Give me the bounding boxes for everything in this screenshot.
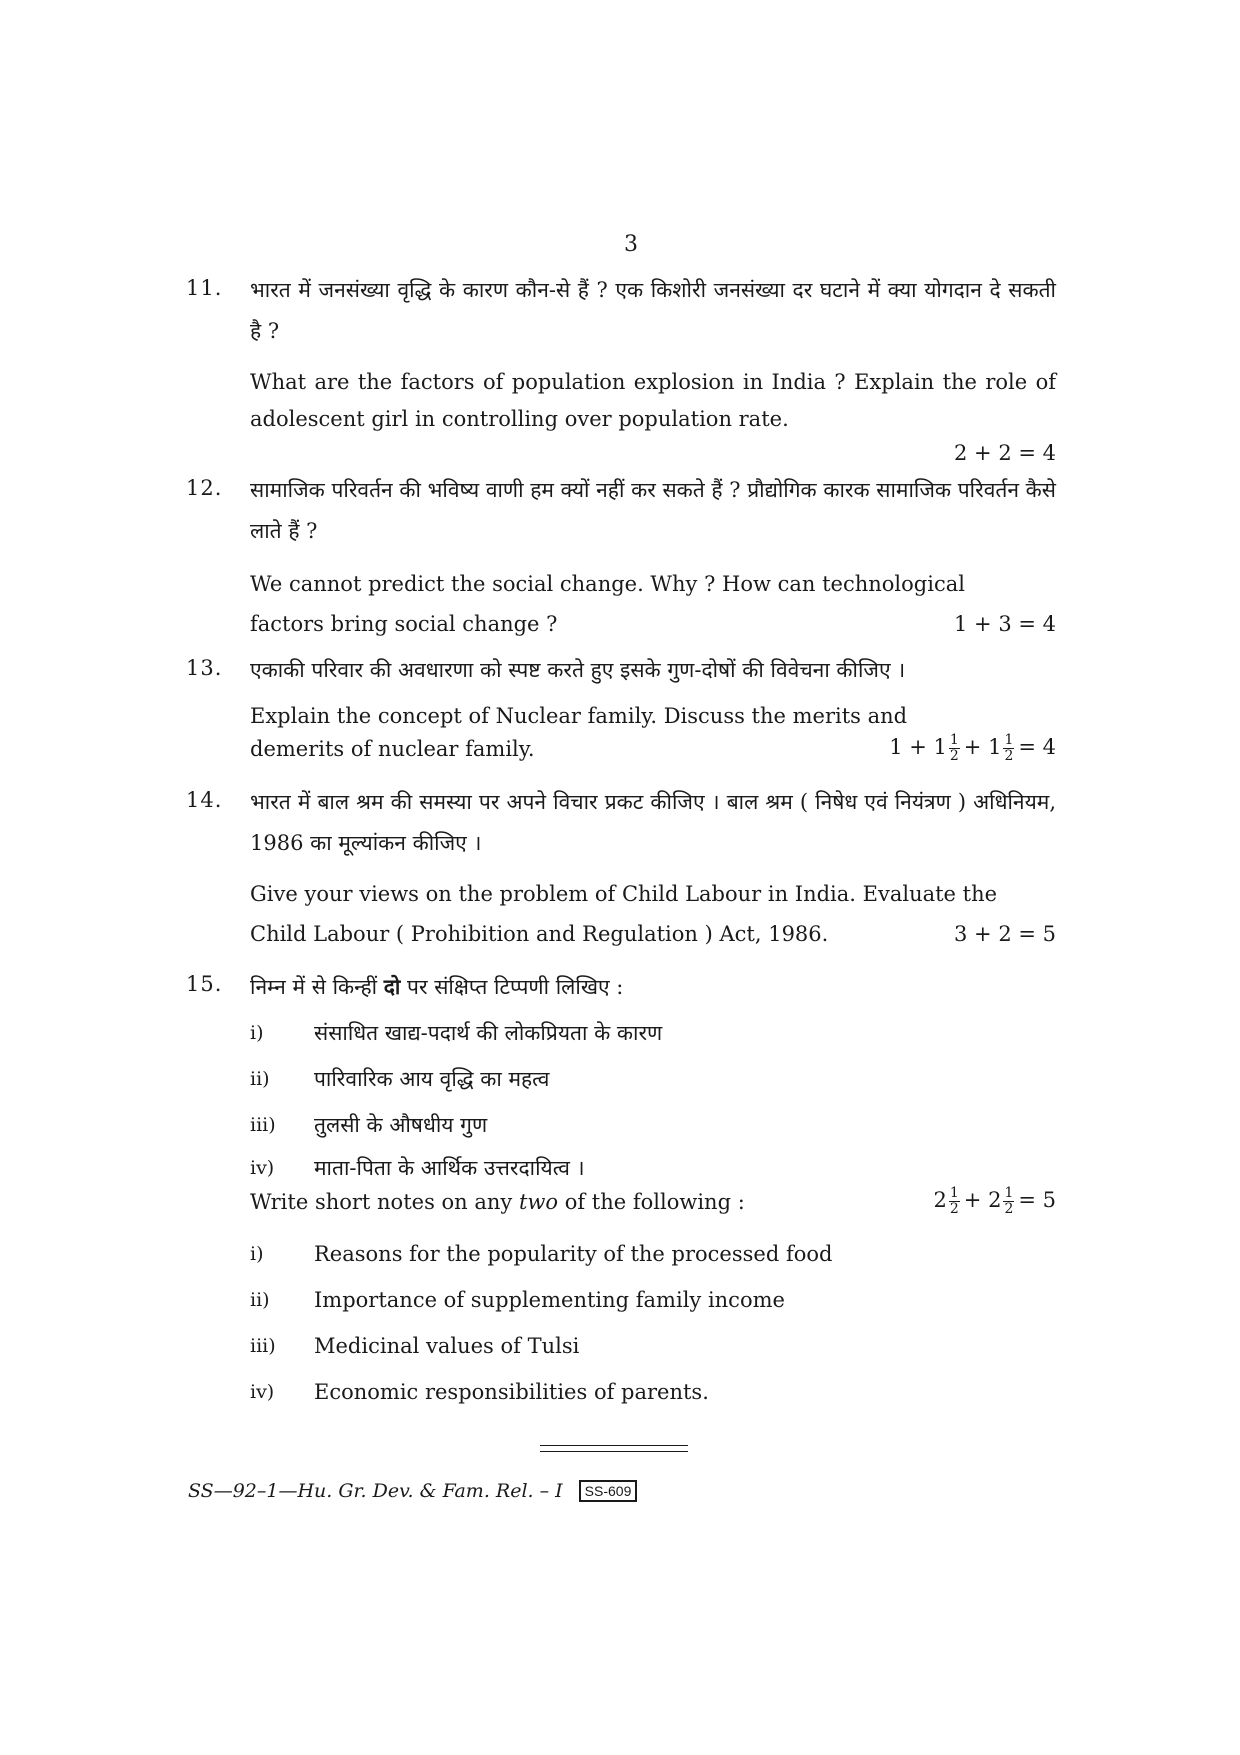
- question-13: [186, 650, 1056, 764]
- question-number: 11.: [186, 276, 223, 300]
- fraction-denominator: 2: [1004, 1201, 1014, 1217]
- hindi-text-emphasis: दो: [383, 974, 401, 999]
- marks-part: 1 + 1: [889, 735, 947, 759]
- question-hindi-text: भारत में बाल श्रम की समस्या पर अपने विचार प्रकट कीजिए । बाल श्रम ( निषेध एवं नियंत्रण ) अधिनियम, 1986 का मूल्यांकन कीजिए ।: [250, 790, 1056, 855]
- list-text: पारिवारिक आय वृद्धि का महत्व: [314, 1067, 550, 1091]
- list-text: Reasons for the popularity of the processed food: [314, 1242, 833, 1266]
- english-text-emphasis: two: [518, 1189, 559, 1214]
- fraction-denominator: 2: [949, 748, 959, 764]
- question-number: 14.: [186, 788, 223, 812]
- footer: [188, 1480, 637, 1502]
- list-text: Medicinal values of Tulsi: [314, 1334, 580, 1358]
- question-marks: 1 + 3 = 4: [954, 612, 1056, 636]
- list-roman: iv): [250, 1381, 275, 1403]
- list-item: [250, 1010, 1056, 1056]
- marks-part: + 1: [963, 735, 1002, 759]
- question-english-text-line2: Child Labour ( Prohibition and Regulation ) Act, 1986.: [250, 922, 829, 946]
- list-roman: iii): [250, 1114, 276, 1136]
- list-text: Economic responsibilities of parents.: [314, 1380, 709, 1404]
- list-item: [250, 1148, 1056, 1188]
- fraction-half: [1003, 1186, 1014, 1217]
- question-marks: [934, 1186, 1057, 1217]
- list-item: [250, 1231, 1056, 1277]
- list-item: [250, 1369, 1056, 1415]
- list-roman: ii): [250, 1289, 270, 1311]
- question-marks: [889, 733, 1056, 764]
- fraction-numerator: 1: [1004, 1185, 1014, 1201]
- hindi-text-part: पर संक्षिप्त टिप्पणी लिखिए :: [407, 975, 624, 999]
- english-text-part: Write short notes on any: [250, 1189, 513, 1214]
- fraction-half: [949, 1186, 960, 1217]
- question-hindi-text: भारत में जनसंख्या वृद्धि के कारण कौन-से हैं ? एक किशोरी जनसंख्या दर घटाने में क्या योगदान दे सकती है ?: [250, 278, 1056, 343]
- list-text: Importance of supplementing family income: [314, 1288, 785, 1312]
- question-number: 15.: [186, 972, 223, 996]
- footer-paper-code: SS-609: [579, 1480, 638, 1502]
- question-number: 12.: [186, 476, 223, 500]
- question-hindi-text: सामाजिक परिवर्तन की भविष्य वाणी हम क्यों नहीं कर सकते हैं ? प्रौद्योगिक कारक सामाजिक परिवर्तन कैसे लाते हैं ?: [250, 478, 1056, 543]
- question-12: [186, 470, 1056, 645]
- fraction-half: [1003, 733, 1014, 764]
- english-text-part: of the following :: [564, 1189, 745, 1214]
- fraction-numerator: 1: [949, 1185, 959, 1201]
- question-15: [186, 966, 1056, 1415]
- list-roman: iv): [250, 1157, 275, 1179]
- list-roman: i): [250, 1243, 264, 1265]
- list-item: [250, 1056, 1056, 1102]
- question-english-text-line1: Give your views on the problem of Child Labour in India. Evaluate the: [250, 882, 998, 906]
- fraction-numerator: 1: [1004, 732, 1014, 748]
- list-item: [250, 1323, 1056, 1369]
- end-divider: [540, 1445, 688, 1452]
- question-marks: 3 + 2 = 5: [954, 922, 1056, 946]
- question-11: [186, 270, 1056, 468]
- list-text: माता-पिता के आर्थिक उत्तरदायित्व ।: [314, 1156, 585, 1180]
- list-roman: i): [250, 1022, 264, 1044]
- english-sub-list: [250, 1231, 1056, 1415]
- question-english-text-line1: We cannot predict the social change. Why ? How can technological: [250, 572, 965, 596]
- list-roman: ii): [250, 1068, 270, 1090]
- list-item: [250, 1277, 1056, 1323]
- marks-part: = 5: [1018, 1188, 1056, 1212]
- question-english-text-line2: demerits of nuclear family.: [250, 736, 535, 761]
- question-marks: 2 + 2 = 4: [954, 441, 1056, 465]
- question-number: 13.: [186, 656, 223, 680]
- hindi-sub-list: [250, 1010, 1056, 1188]
- fraction-half: [949, 733, 960, 764]
- marks-part: 2: [933, 1188, 947, 1212]
- page-number: 3: [624, 232, 638, 257]
- question-14: [186, 782, 1056, 955]
- question-english-text-line1: Explain the concept of Nuclear family. Discuss the merits and: [250, 704, 908, 728]
- list-text: संसाधित खाद्य-पदार्थ की लोकप्रियता के कारण: [314, 1021, 663, 1045]
- marks-part: = 4: [1018, 735, 1056, 759]
- footer-course-code: SS—92–1—Hu. Gr. Dev. & Fam. Rel. – I: [188, 1480, 563, 1502]
- fraction-denominator: 2: [949, 1201, 959, 1217]
- marks-part: + 2: [963, 1188, 1002, 1212]
- list-text: तुलसी के औषधीय गुण: [314, 1113, 488, 1137]
- question-english-text: [250, 1190, 745, 1214]
- list-item: [250, 1102, 1056, 1148]
- question-english-text: What are the factors of population explosion in India ? Explain the role of adolescent girl in controlling over population rate.: [250, 370, 1056, 431]
- question-english-text-line2: factors bring social change ?: [250, 612, 558, 636]
- question-hindi-text: [250, 966, 1056, 1008]
- fraction-numerator: 1: [949, 732, 959, 748]
- question-hindi-text: एकाकी परिवार की अवधारणा को स्पष्ट करते हुए इसके गुण-दोषों की विवेचना कीजिए ।: [250, 658, 906, 682]
- hindi-text-part: निम्न में से किन्हीं: [250, 975, 378, 999]
- fraction-denominator: 2: [1004, 748, 1014, 764]
- list-roman: iii): [250, 1335, 276, 1357]
